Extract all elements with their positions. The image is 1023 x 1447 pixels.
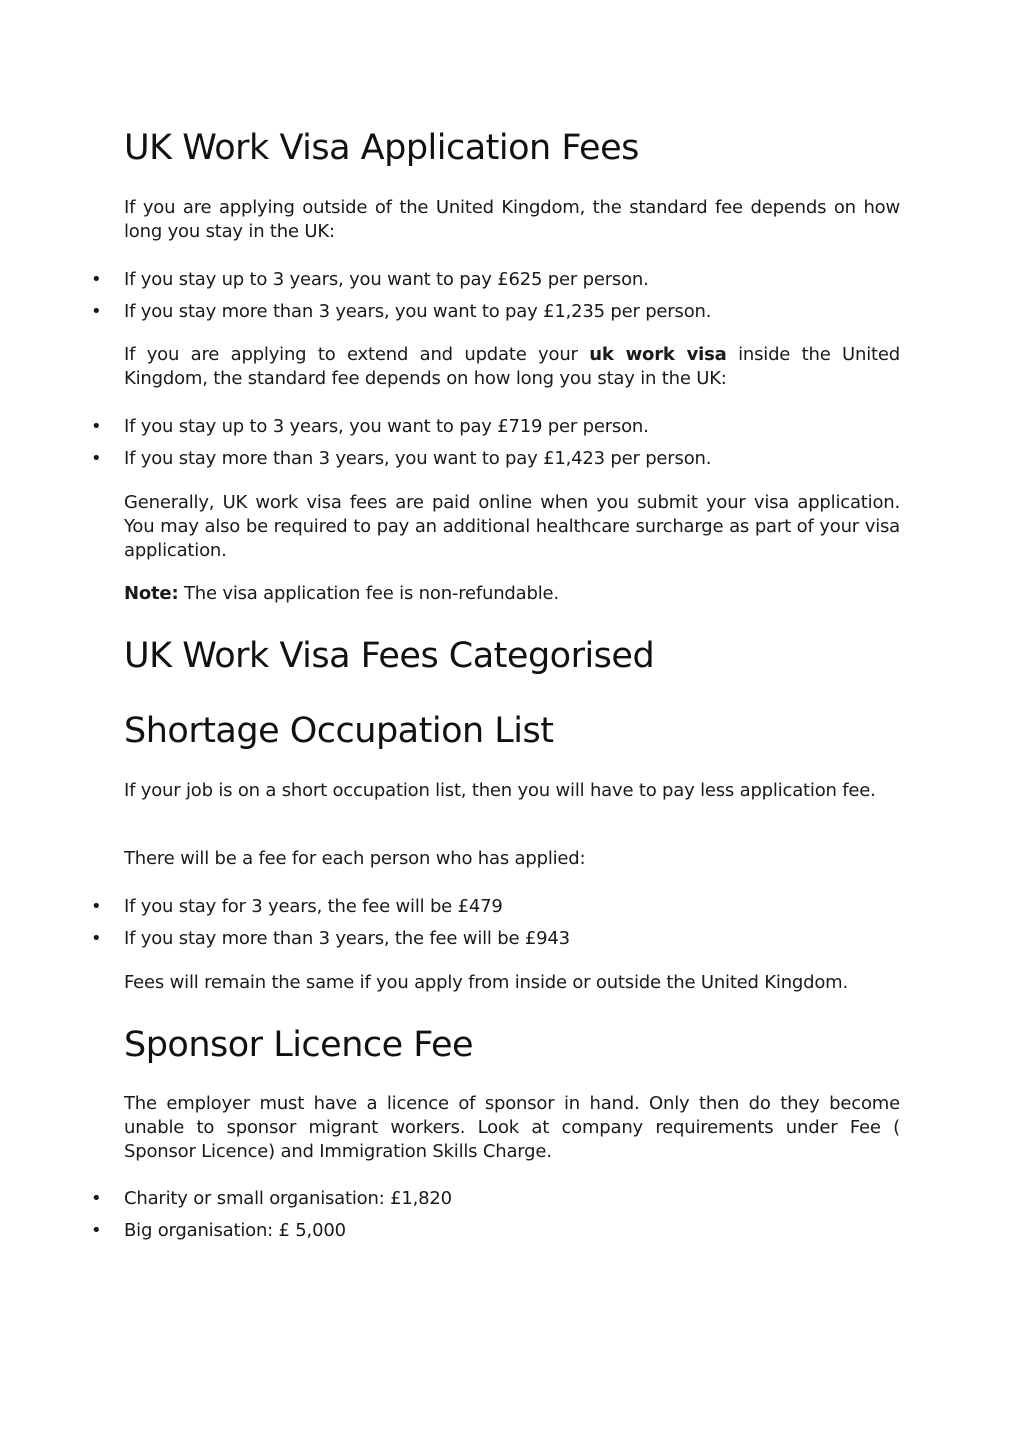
list-shortage-fees bbox=[91, 895, 900, 959]
paragraph-fee-per-person: There will be a fee for each person who has applied: bbox=[124, 848, 586, 869]
paragraph-sponsor-intro: The employer must have a licence of sponsor in hand. Only then do they become unable to sponsor migrant workers. Look at company requirements under Fee ( Sponsor Licence) and Immigration Skills Charge. bbox=[124, 1093, 900, 1162]
heading-sponsor-licence: Sponsor Licence Fee bbox=[124, 1025, 474, 1065]
list-item: • If you stay more than 3 years, you want to pay £1,423 per person. bbox=[91, 448, 712, 469]
list-item: • If you stay more than 3 years, the fee will be £943 bbox=[91, 928, 570, 949]
bullet-icon: • bbox=[91, 448, 102, 469]
paragraph-fees-same: Fees will remain the same if you apply from inside or outside the United Kingdom. bbox=[124, 972, 849, 993]
bullet-icon: • bbox=[91, 416, 102, 437]
list-outside-uk-fees bbox=[91, 268, 900, 332]
paragraph-extend-visa: If you are applying to extend and update your uk work visa inside the United Kingdom, the standard fee depends on how long you stay in the UK: bbox=[124, 344, 900, 389]
list-item: • If you stay for 3 years, the fee will be £479 bbox=[91, 896, 503, 917]
keyword-uk-work-visa: uk work visa bbox=[589, 344, 727, 365]
list-item: • Charity or small organisation: £1,820 bbox=[91, 1188, 452, 1209]
list-sponsor-fees bbox=[91, 1187, 900, 1251]
list-item: • If you stay more than 3 years, you want to pay £1,235 per person. bbox=[91, 301, 712, 322]
bullet-icon: • bbox=[91, 301, 102, 322]
bullet-icon: • bbox=[91, 1188, 102, 1209]
bullet-icon: • bbox=[91, 269, 102, 290]
heading-application-fees: UK Work Visa Application Fees bbox=[124, 128, 639, 168]
paragraph-note: Note: The visa application fee is non-refundable. bbox=[124, 583, 559, 604]
paragraph-general-fees: Generally, UK work visa fees are paid online when you submit your visa application. You may also be required to pay an additional healthcare surcharge as part of your visa application. bbox=[124, 492, 900, 561]
bullet-icon: • bbox=[91, 1220, 102, 1241]
list-inside-uk-fees bbox=[91, 415, 900, 479]
list-item: • Big organisation: £ 5,000 bbox=[91, 1220, 346, 1241]
paragraph-shortage-intro: If your job is on a short occupation list, then you will have to pay less application fee. bbox=[124, 780, 876, 801]
list-item: • If you stay up to 3 years, you want to pay £719 per person. bbox=[91, 416, 649, 437]
bullet-icon: • bbox=[91, 896, 102, 917]
paragraph-outside-uk: If you are applying outside of the United Kingdom, the standard fee depends on how long you stay in the UK: bbox=[124, 197, 900, 242]
list-item: • If you stay up to 3 years, you want to pay £625 per person. bbox=[91, 269, 649, 290]
bullet-icon: • bbox=[91, 928, 102, 949]
heading-shortage-occupation: Shortage Occupation List bbox=[124, 711, 554, 751]
note-label: Note: bbox=[124, 583, 179, 604]
heading-fees-categorised: UK Work Visa Fees Categorised bbox=[124, 636, 655, 676]
